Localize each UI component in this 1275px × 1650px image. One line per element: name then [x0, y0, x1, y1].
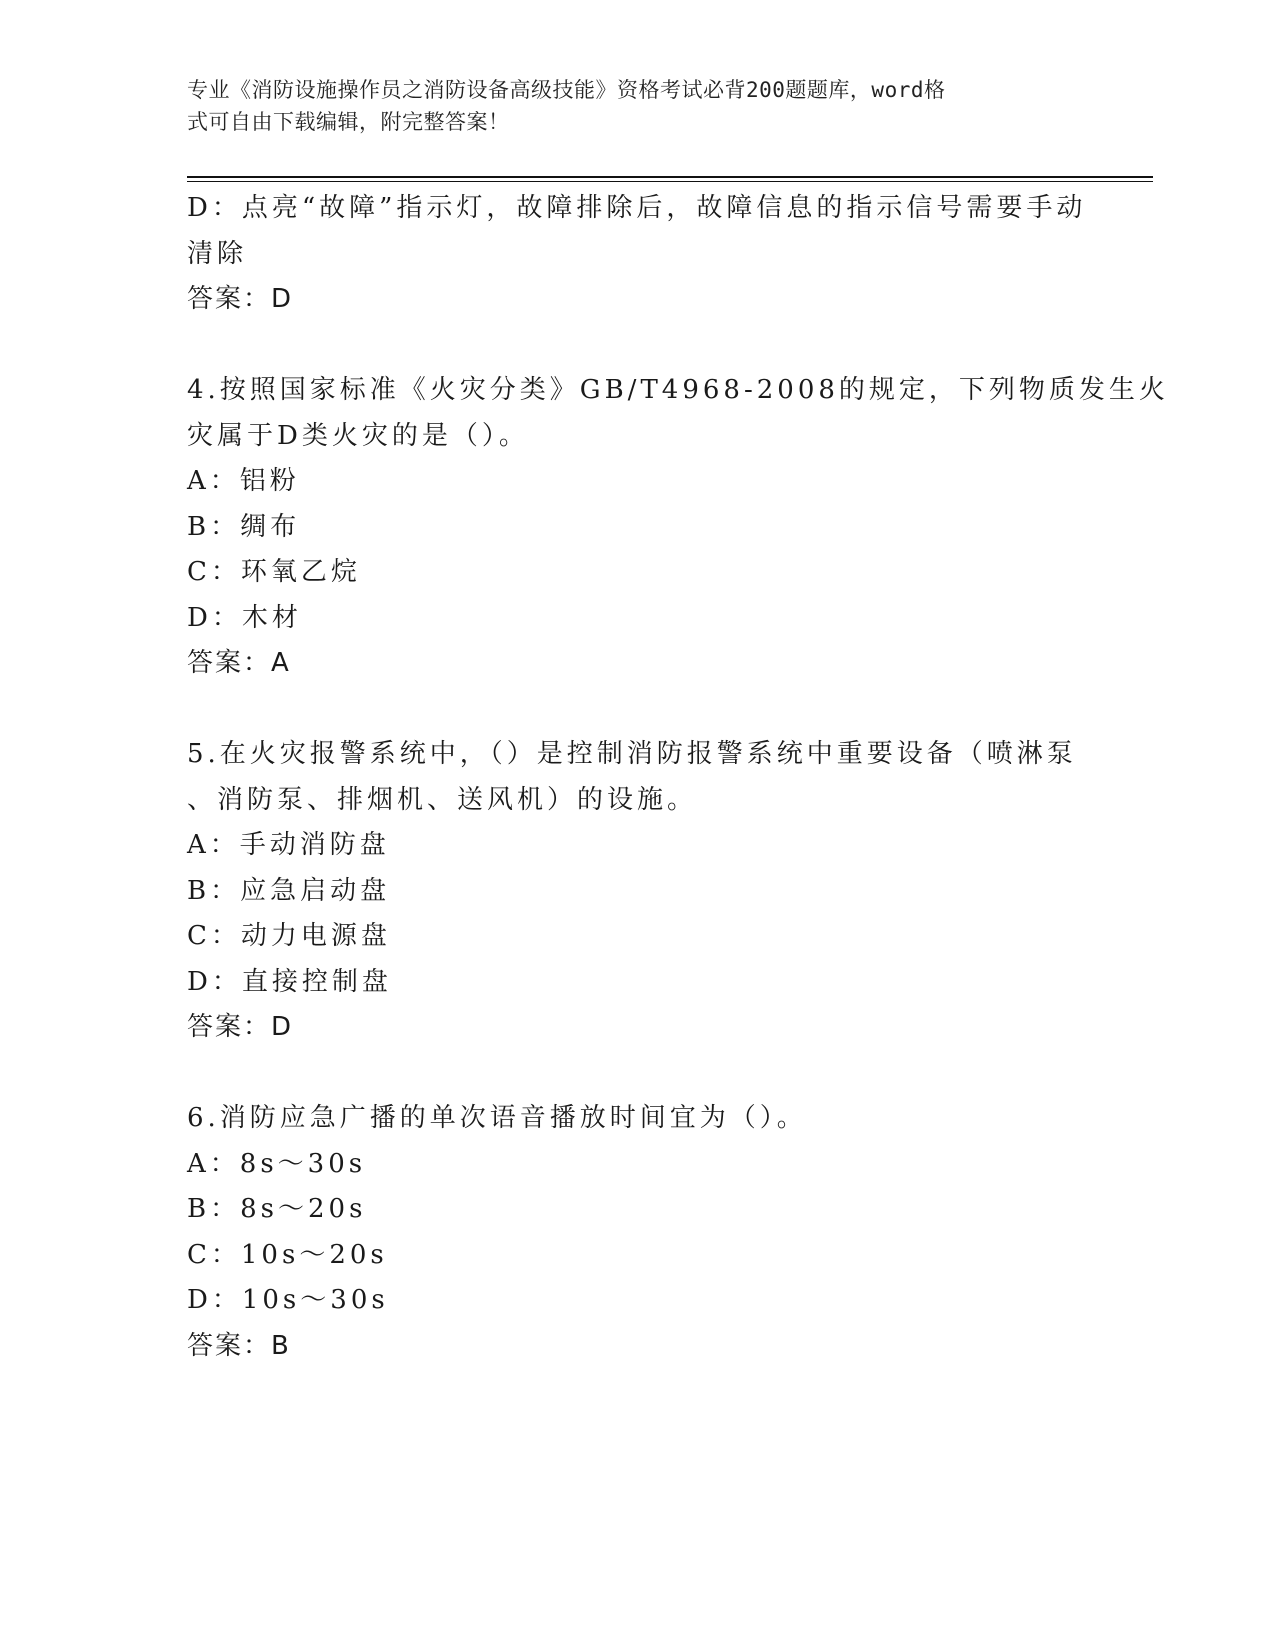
question-stem: 5.在火灾报警系统中，（）是控制消防报警系统中重要设备（喷淋泵: [187, 739, 1077, 769]
question-stem-continued: 灾属于D类火灾的是（）。: [187, 420, 529, 451]
answer: 答案：D: [187, 1012, 294, 1042]
header-line-1: 专业《消防设施操作员之消防设备高级技能》资格考试必背200题题库，word格: [187, 78, 946, 102]
option-a: A：8s～30s: [187, 1148, 367, 1179]
spacer: [187, 1051, 1087, 1097]
question-stem: 4.按照国家标准《火灾分类》GB/T4968-2008的规定，下列物质发生火: [187, 375, 1169, 405]
option-d-continued: 清除: [187, 238, 248, 269]
question-stem: 6.消防应急广播的单次语音播放时间宜为（）。: [187, 1103, 807, 1133]
question-3-tail: [187, 186, 1087, 323]
question-list: [187, 186, 1169, 1369]
option-d: D：木材: [187, 602, 302, 633]
option-b: B：绸布: [187, 511, 301, 542]
document-header: [187, 74, 1067, 138]
option-d: D：10s～30s: [187, 1285, 389, 1315]
option-c: C：环氧乙烷: [187, 557, 361, 587]
option-c: C：10s～20s: [187, 1239, 388, 1270]
spacer: [187, 687, 1087, 733]
option-c: C：动力电源盘: [187, 921, 391, 951]
question-4: [187, 368, 1169, 687]
answer: 答案：D: [187, 284, 294, 314]
answer: 答案：B: [187, 1330, 291, 1361]
option-a: A：手动消防盘: [187, 830, 390, 860]
header-line-2: 式可自由下载编辑，附完整答案！: [187, 110, 510, 134]
option-a: A：铝粉: [187, 466, 300, 496]
option-d: D：点亮“故障”指示灯，故障排除后，故障信息的指示信号需要手动: [187, 193, 1087, 223]
question-6: [187, 1096, 1087, 1369]
option-b: B：8s～20s: [187, 1194, 367, 1224]
header-divider: [187, 176, 1153, 182]
answer: 答案：A: [187, 648, 291, 678]
question-5: [187, 732, 1087, 1051]
spacer: [187, 323, 1087, 369]
option-b: B：应急启动盘: [187, 875, 391, 906]
option-d: D：直接控制盘: [187, 966, 392, 997]
question-stem-continued: 、消防泵、排烟机、送风机）的设施。: [187, 784, 698, 815]
